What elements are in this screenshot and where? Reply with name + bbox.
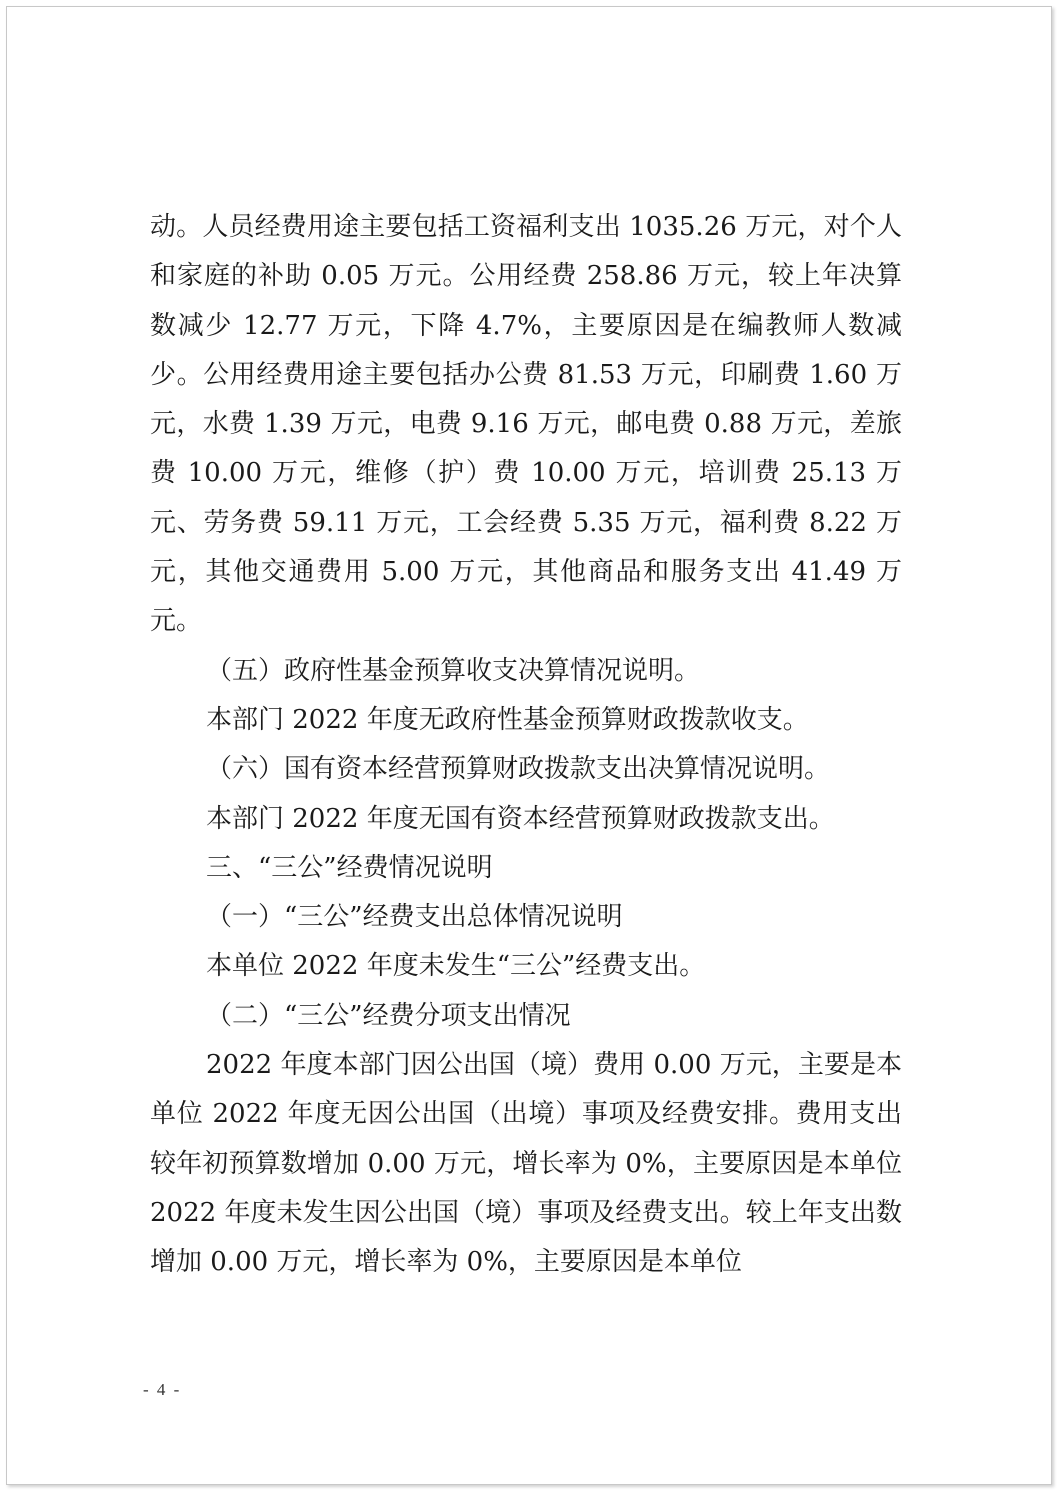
paragraph-overseas-travel: 2022 年度本部门因公出国（境）费用 0.00 万元，主要是本单位 2022 年度无因公出国（出境）事项及经费安排。费用支出较年初预算数增加 0.00 万元，增长率为 0%，主要原因是本单位 2022 年度未发生因公出国（境）事项及经费支出。较上年支出数增加 0.00 万元，增长率为 0%，主要原因是本单位 [150, 1050, 902, 1278]
paragraph-three-public-overall: 本单位 2022 年度未发生“三公”经费支出。 [206, 951, 706, 982]
heading-three-public-items: （二）“三公”经费分项支出情况 [206, 1000, 571, 1031]
paragraph-state-capital: 本部门 2022 年度无国有资本经营预算财政拨款支出。 [206, 803, 835, 834]
heading-government-fund: （五）政府性基金预算收支决算情况说明。 [206, 655, 701, 686]
document-page [6, 6, 1052, 1485]
heading-state-capital: （六）国有资本经营预算财政拨款支出决算情况说明。 [206, 754, 831, 785]
paragraph-government-fund: 本部门 2022 年度无政府性基金预算财政拨款收支。 [206, 704, 809, 735]
heading-three-public-overall: （一）“三公”经费支出总体情况说明 [206, 902, 623, 933]
page-number: - 4 - [143, 1380, 182, 1399]
heading-three-public: 三、“三公”经费情况说明 [206, 852, 493, 883]
body-text [150, 203, 902, 1288]
paragraph-personnel-expenses: 动。人员经费用途主要包括工资福利支出 1035.26 万元，对个人和家庭的补助 0.05 万元。公用经费 258.86 万元，较上年决算数减少 12.77 万元，下降 4.7%，主要原因是在编教师人数减少。公用经费用途主要包括办公费 81.53 万元，印刷费 1.60 万元，水费 1.39 万元，电费 9.16 万元，邮电费 0.88 万元，差旅费 10.00 万元，维修（护）费 10.00 万元，培训费 25.13 万元、劳务费 59.11 万元，工会经费 5.35 万元，福利费 8.22 万元，其他交通费用 5.00 万元，其他商品和服务支出 41.49 万元。 [150, 212, 902, 637]
